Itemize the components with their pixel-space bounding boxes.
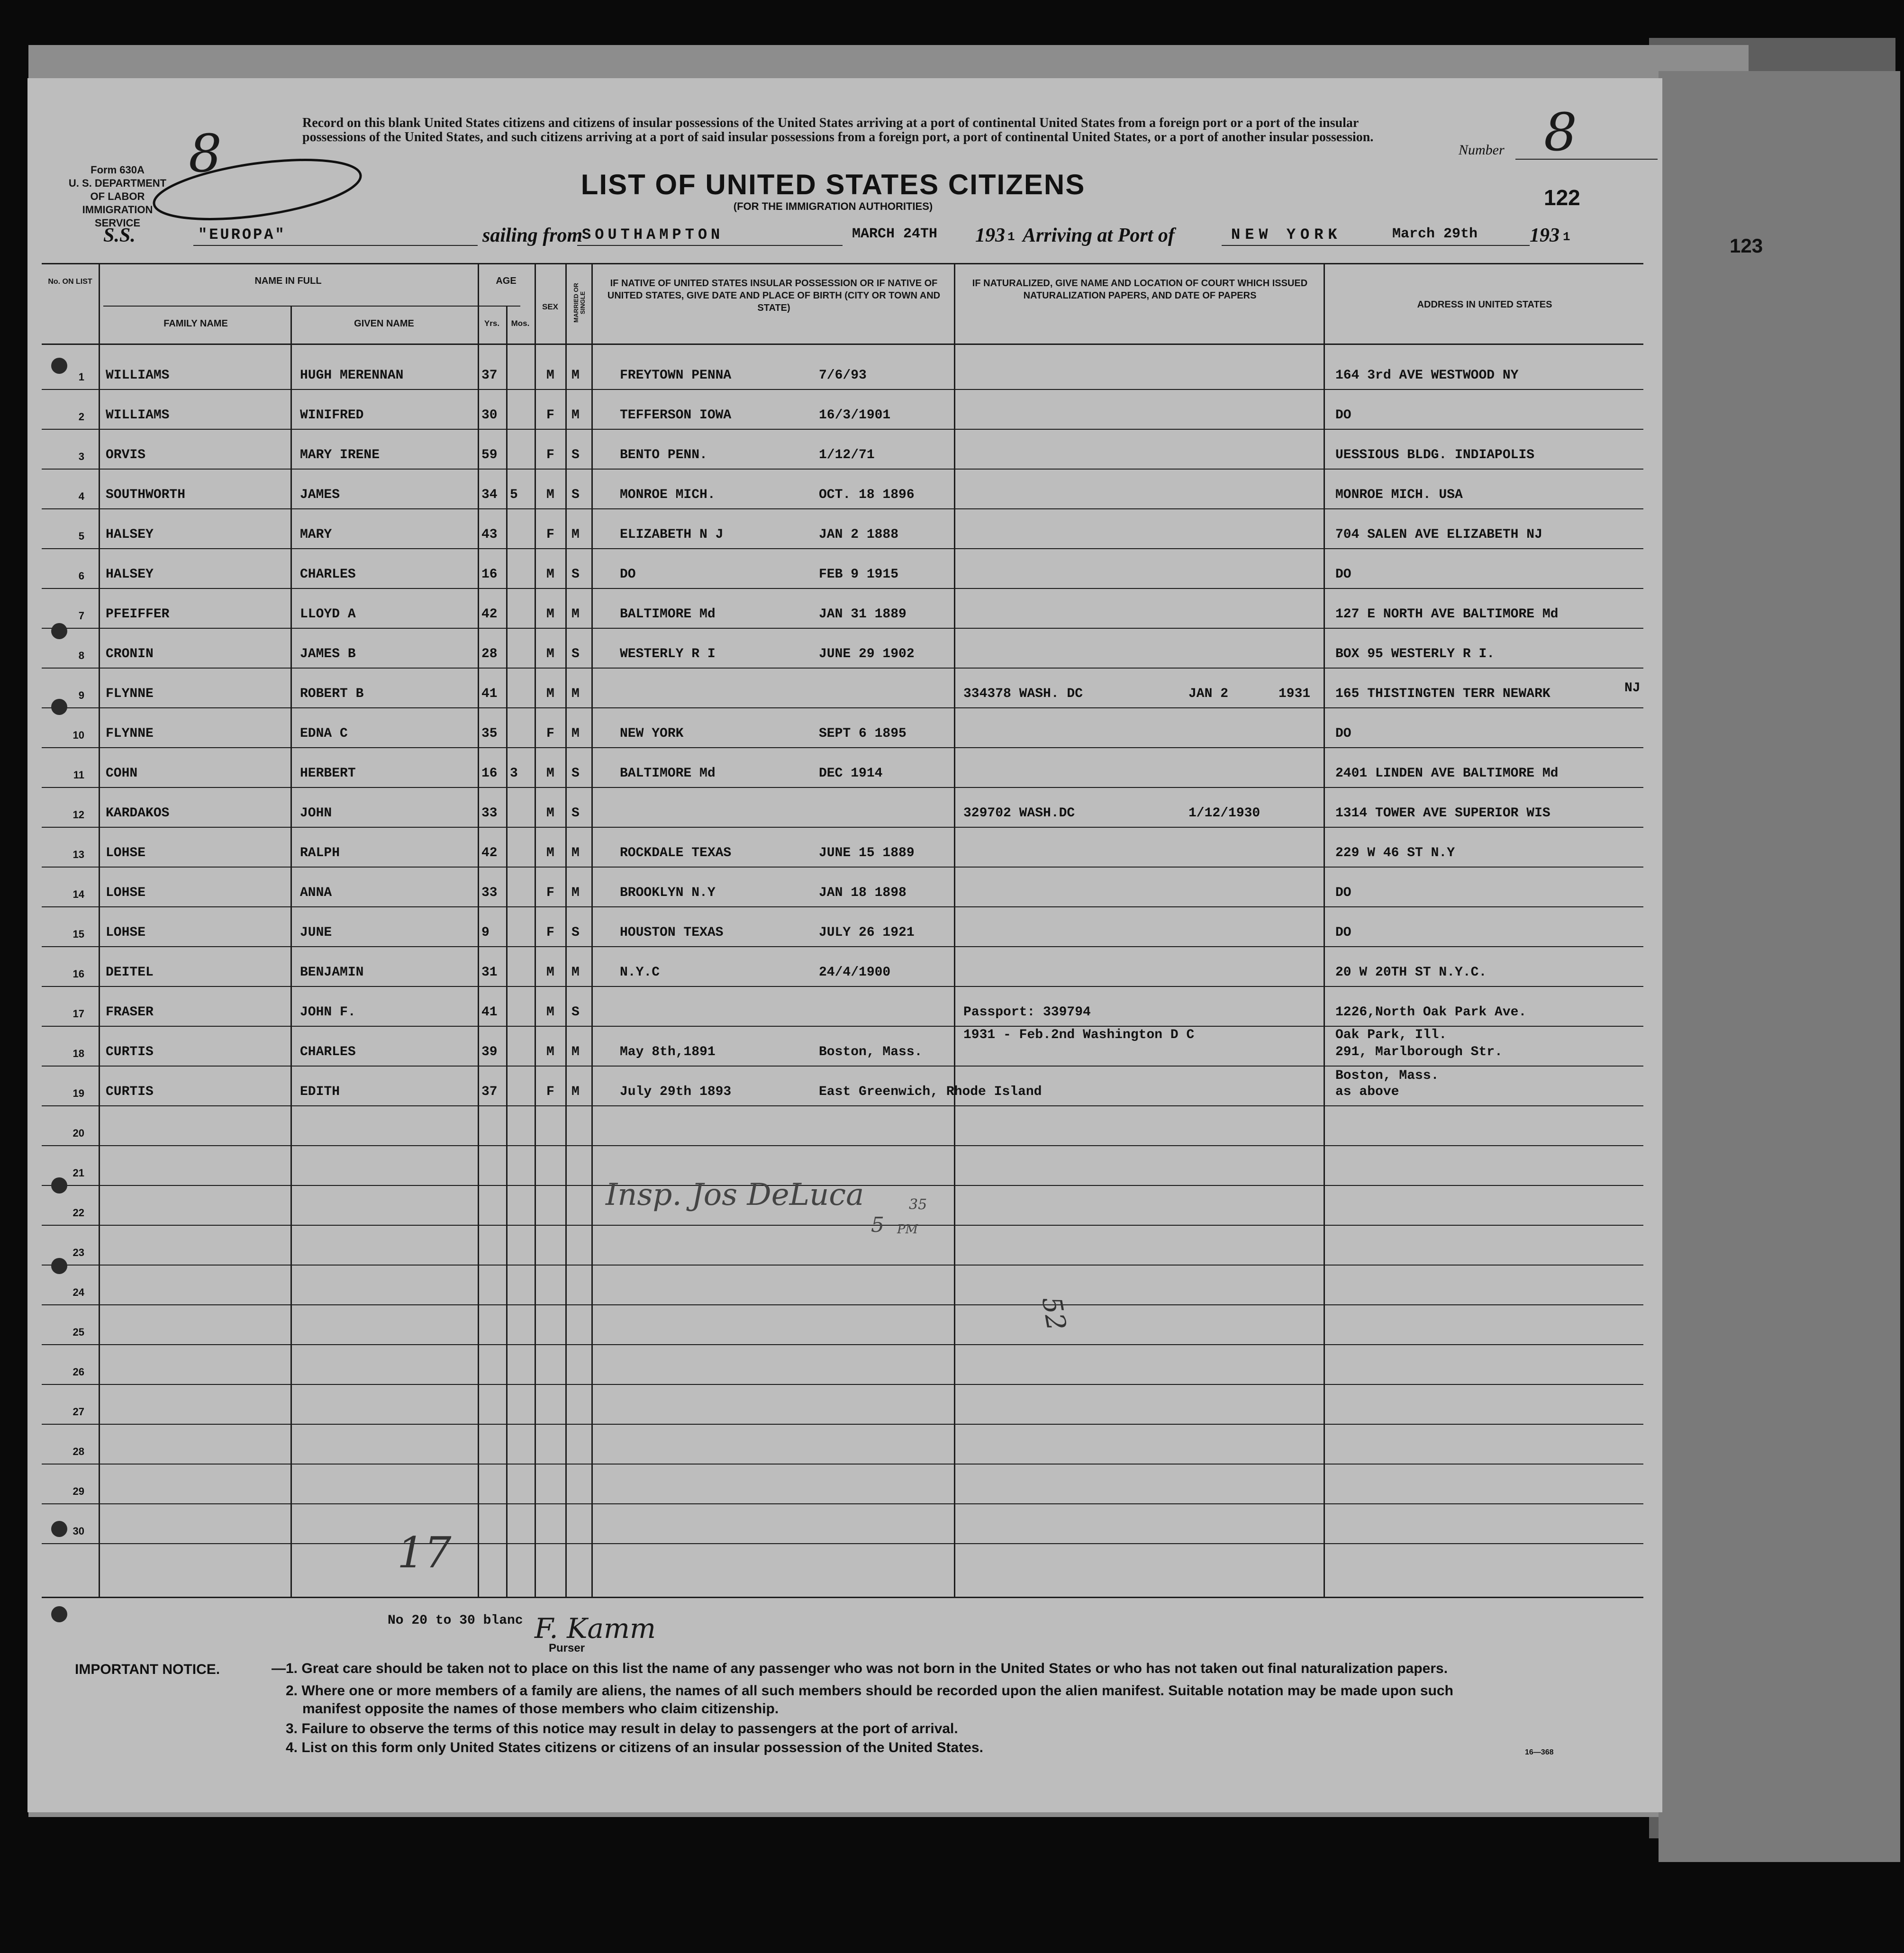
- naturalization-court-cell: 334378 WASH. DC: [963, 687, 1083, 701]
- header-naturalized: IF NATURALIZED, GIVE NAME AND LOCATION OF COURT WHICH ISSUED NATURALIZATION PAPERS, AND DATE OF PAPERS: [972, 278, 1308, 301]
- header-birth: IF NATIVE OF UNITED STATES INSULAR POSSESSION OR IF NATIVE OF UNITED STATES, GIVE DATE AND PLACE OF BIRTH (CITY OR TOWN AND STATE): [607, 278, 941, 313]
- tick-mark: 17: [397, 1528, 452, 1578]
- naturalization-date-cell: JAN 2: [1188, 687, 1229, 701]
- sex-cell: M: [546, 766, 554, 781]
- row-divider: [42, 1225, 1643, 1226]
- row-divider: [42, 1026, 1643, 1027]
- given-name-cell: RALPH: [300, 846, 340, 860]
- port-from: SOUTHAMPTON: [582, 226, 724, 244]
- notice-item-3: 3. Failure to observe the terms of this notice may result in delay to passengers at the port of arrival.: [286, 1721, 958, 1736]
- row-number: 12: [73, 809, 84, 821]
- age-months-cell: 3: [510, 766, 518, 781]
- family-name-cell: HALSEY: [106, 527, 154, 542]
- age-years-cell: 9: [481, 925, 490, 940]
- given-name-cell: CHARLES: [300, 567, 356, 582]
- row-number: 10: [73, 729, 84, 741]
- record-instructions: Record on this blank United States citizens and citizens of insular possessions of the United States arriving at a port of continental United States from a foreign port or a port of the insular possessions of the United States, and such citizens arriving at a port of said insular possessions from a foreign port, a port of continental United States, or a port of another insular possession.: [302, 116, 1374, 145]
- header-sex: SEX: [542, 302, 559, 311]
- sex-cell: M: [546, 607, 554, 622]
- address-cell: 164 3rd AVE WESTWOOD NY: [1335, 368, 1519, 383]
- sailing-from-label: sailing from: [482, 225, 583, 246]
- age-years-cell: 59: [481, 448, 498, 462]
- age-years-cell: 35: [481, 726, 498, 741]
- birth-place-cell: NEW YORK: [620, 726, 684, 741]
- address-note-cell: NJ: [1624, 681, 1641, 696]
- row-divider: [42, 628, 1643, 629]
- given-name-cell: HERBERT: [300, 766, 356, 781]
- row-number: 26: [73, 1366, 84, 1378]
- department-label: U. S. DEPARTMENT OF LABOR: [68, 177, 167, 202]
- given-name-cell: JUNE: [300, 925, 332, 940]
- address-cell: DO: [1335, 886, 1351, 900]
- family-name-cell: LOHSE: [106, 925, 146, 940]
- punch-hole: [51, 699, 67, 715]
- address-cell: DO: [1335, 567, 1351, 582]
- row-number: 29: [73, 1485, 84, 1497]
- birth-date-cell: JAN 18 1898: [819, 886, 907, 900]
- marital-status-cell: M: [571, 1085, 580, 1099]
- header-yrs: Yrs.: [484, 319, 500, 328]
- age-years-cell: 34: [481, 488, 498, 502]
- sex-cell: M: [546, 846, 554, 860]
- age-years-cell: 31: [481, 965, 498, 980]
- family-name-cell: CRONIN: [106, 647, 154, 661]
- birth-place-cell: July 29th 1893: [620, 1085, 732, 1099]
- stamp-number: 52: [1035, 1294, 1072, 1333]
- row-divider: [42, 508, 1643, 509]
- blanc-note: No 20 to 30 blanc: [388, 1613, 523, 1628]
- marital-status-cell: S: [571, 488, 580, 502]
- row-number: 1: [78, 371, 84, 383]
- row-divider: [42, 548, 1643, 549]
- row-number: 8: [78, 650, 84, 661]
- family-name-cell: LOHSE: [106, 846, 146, 860]
- sex-cell: M: [546, 687, 554, 701]
- birth-date-cell: FEB 9 1915: [819, 567, 899, 582]
- naturalization-year-cell: 1931: [1278, 687, 1311, 701]
- row-divider: [42, 1424, 1643, 1425]
- family-name-cell: DEITEL: [106, 965, 154, 980]
- row-number: 4: [78, 490, 84, 502]
- birth-date-cell: 16/3/1901: [819, 408, 891, 423]
- col-divider-birth: [954, 263, 955, 1597]
- header-age: AGE: [496, 276, 517, 286]
- family-name-cell: SOUTHWORTH: [106, 488, 186, 502]
- ship-name: "EUROPA": [198, 226, 286, 244]
- family-name-cell: LOHSE: [106, 886, 146, 900]
- given-name-cell: CHARLES: [300, 1045, 356, 1059]
- notice-heading: IMPORTANT NOTICE.: [75, 1662, 220, 1677]
- name-age-subheader-line: [103, 306, 520, 307]
- given-name-cell: LLOYD A: [300, 607, 356, 622]
- row-number: 21: [73, 1167, 84, 1179]
- row-divider: [42, 707, 1643, 708]
- manifest-sheet: [27, 78, 1662, 1812]
- punch-hole: [51, 1521, 67, 1537]
- marital-status-cell: M: [571, 527, 580, 542]
- birth-date-cell: SEPT 6 1895: [819, 726, 907, 741]
- row-divider: [42, 906, 1643, 907]
- next-page-edge: [1659, 71, 1900, 1862]
- marital-status-cell: M: [571, 1045, 580, 1059]
- row-divider: [42, 946, 1643, 947]
- marital-status-cell: M: [571, 886, 580, 900]
- marital-status-cell: S: [571, 448, 580, 462]
- marital-status-cell: S: [571, 806, 580, 821]
- punch-hole: [51, 358, 67, 374]
- row-number: 14: [73, 888, 84, 900]
- inspection-time-minutes: 35: [909, 1196, 927, 1213]
- given-name-cell: ROBERT B: [300, 687, 364, 701]
- form-id: Form 630A: [91, 164, 145, 176]
- address-cell: DO: [1335, 726, 1351, 741]
- number-value: 8: [1544, 102, 1577, 163]
- address-cell: 291, Marlborough Str.: [1335, 1045, 1503, 1059]
- row-divider: [42, 389, 1643, 390]
- arriving-label: Arriving at Port of: [1023, 225, 1175, 246]
- given-name-cell: WINIFRED: [300, 408, 364, 423]
- age-years-cell: 30: [481, 408, 498, 423]
- family-name-cell: WILLIAMS: [106, 408, 170, 423]
- punch-hole: [51, 1177, 67, 1194]
- birth-date-cell: JULY 26 1921: [819, 925, 915, 940]
- family-name-cell: WILLIAMS: [106, 368, 170, 383]
- age-years-cell: 42: [481, 846, 498, 860]
- row-number: 23: [73, 1247, 84, 1258]
- age-years-cell: 33: [481, 886, 498, 900]
- birth-date-cell: JUNE 29 1902: [819, 647, 915, 661]
- naturalization-line2-cell: 1931 - Feb.2nd Washington D C: [963, 1028, 1195, 1042]
- marital-status-cell: M: [571, 687, 580, 701]
- header-married-single: MARRIED OR SINGLE: [572, 283, 586, 323]
- punch-hole: [51, 623, 67, 639]
- birth-place-cell: TEFFERSON IOWA: [620, 408, 732, 423]
- purser-signature: F. Kamm: [535, 1612, 656, 1645]
- row-divider: [42, 1464, 1643, 1465]
- given-name-cell: BENJAMIN: [300, 965, 364, 980]
- row-number: 17: [73, 1008, 84, 1020]
- sex-cell: F: [546, 886, 554, 900]
- col-divider-yrs: [506, 306, 508, 1597]
- table-bottom-border: [42, 1597, 1643, 1598]
- birth-date-cell: OCT. 18 1896: [819, 488, 915, 502]
- port-to: NEW YORK: [1231, 226, 1342, 244]
- family-name-cell: CURTIS: [106, 1085, 154, 1099]
- col-divider-given: [478, 263, 479, 1597]
- ss-label: S.S.: [103, 225, 136, 246]
- address-line0-cell: Boston, Mass.: [1335, 1068, 1439, 1083]
- date-from: MARCH 24TH: [852, 226, 938, 242]
- col-divider-sex: [565, 263, 567, 1597]
- row-divider: [42, 747, 1643, 748]
- row-divider: [42, 1105, 1643, 1106]
- sex-cell: F: [546, 448, 554, 462]
- col-divider-family: [290, 306, 292, 1597]
- birth-place-cell: ELIZABETH N J: [620, 527, 724, 542]
- row-number: 22: [73, 1207, 84, 1219]
- birth-date-cell: 1/12/71: [819, 448, 875, 462]
- address-cell: MONROE MICH. USA: [1335, 488, 1463, 502]
- header-name-in-full: NAME IN FULL: [254, 276, 322, 286]
- sex-cell: F: [546, 726, 554, 741]
- row-divider: [42, 1543, 1643, 1544]
- notice-item-2: 2. Where one or more members of a family are aliens, the names of all such members should be recorded upon the alien manifest. Suitable notation may be made upon such: [286, 1683, 1453, 1699]
- birth-place-cell: N.Y.C: [620, 965, 660, 980]
- row-number: 16: [73, 968, 84, 980]
- service-label: IMMIGRATION SERVICE: [82, 204, 153, 229]
- naturalization-court-cell: Passport: 339794: [963, 1005, 1091, 1020]
- marital-status-cell: M: [571, 408, 580, 423]
- row-number: 24: [73, 1286, 84, 1298]
- row-divider: [42, 1145, 1643, 1146]
- row-number: 15: [73, 928, 84, 940]
- given-name-cell: JAMES: [300, 488, 340, 502]
- address-cell: 20 W 20TH ST N.Y.C.: [1335, 965, 1487, 980]
- sex-cell: F: [546, 1085, 554, 1099]
- row-divider: [42, 469, 1643, 470]
- col-divider-ms: [591, 263, 593, 1597]
- year-from-prefix: 193: [975, 225, 1005, 246]
- date-to: March 29th: [1392, 226, 1478, 242]
- age-years-cell: 33: [481, 806, 498, 821]
- age-years-cell: 37: [481, 1085, 498, 1099]
- sex-cell: M: [546, 965, 554, 980]
- page-title: LIST OF UNITED STATES CITIZENS: [580, 169, 1086, 200]
- family-name-cell: FLYNNE: [106, 726, 154, 741]
- address-cell: 1226,North Oak Park Ave.: [1335, 1005, 1527, 1020]
- row-divider: [42, 429, 1643, 430]
- birth-place-cell: May 8th,1891: [620, 1045, 716, 1059]
- header-family-name: FAMILY NAME: [163, 318, 228, 329]
- given-name-cell: JAMES B: [300, 647, 356, 661]
- header-no-on-list: No. ON LIST: [48, 278, 92, 286]
- punch-hole: [51, 1258, 67, 1274]
- row-number: 19: [73, 1087, 84, 1099]
- given-name-cell: JOHN: [300, 806, 332, 821]
- birth-date-cell: East Greenwich, Rhode Island: [819, 1085, 1042, 1099]
- family-name-cell: COHN: [106, 766, 138, 781]
- birth-place-cell: ROCKDALE TEXAS: [620, 846, 732, 860]
- row-divider: [42, 1304, 1643, 1305]
- birth-place-cell: BALTIMORE Md: [620, 766, 716, 781]
- family-name-cell: PFEIFFER: [106, 607, 170, 622]
- header-address: ADDRESS IN UNITED STATES: [1417, 299, 1552, 310]
- manifest-table: [27, 78, 1662, 1812]
- address-cell: 165 THISTINGTEN TERR NEWARK: [1335, 687, 1550, 701]
- family-name-cell: ORVIS: [106, 448, 146, 462]
- birth-place-cell: HOUSTON TEXAS: [620, 925, 724, 940]
- given-name-cell: EDITH: [300, 1085, 340, 1099]
- birth-date-cell: 7/6/93: [819, 368, 867, 383]
- row-number: 13: [73, 849, 84, 860]
- row-divider: [42, 1066, 1643, 1067]
- address-cell: 1314 TOWER AVE SUPERIOR WIS: [1335, 806, 1550, 821]
- col-divider-mos: [535, 263, 536, 1597]
- form-print-code: 16—368: [1525, 1748, 1554, 1756]
- punch-hole: [51, 1606, 67, 1622]
- age-months-cell: 5: [510, 488, 518, 502]
- row-divider: [42, 986, 1643, 987]
- marital-status-cell: S: [571, 925, 580, 940]
- family-name-cell: FRASER: [106, 1005, 154, 1020]
- inspection-time-suffix: PM: [897, 1222, 918, 1237]
- sex-cell: F: [546, 408, 554, 423]
- birth-date-cell: JAN 31 1889: [819, 607, 907, 622]
- notice-item-1: —1. Great care should be taken not to place on this list the name of any passenger who was not born in the United States or who has not taken out final naturalization papers.: [272, 1661, 1448, 1676]
- next-page-number: 123: [1730, 235, 1763, 257]
- birth-place-cell: BALTIMORE Md: [620, 607, 716, 622]
- marital-status-cell: M: [571, 607, 580, 622]
- row-number: 20: [73, 1127, 84, 1139]
- sex-cell: M: [546, 1045, 554, 1059]
- row-divider: [42, 1265, 1643, 1266]
- year-to-suffix: 1: [1563, 230, 1570, 244]
- given-name-cell: JOHN F.: [300, 1005, 356, 1020]
- table-header-bottom: [42, 344, 1643, 345]
- row-divider: [42, 827, 1643, 828]
- sex-cell: F: [546, 527, 554, 542]
- address-line2-cell: Oak Park, Ill.: [1335, 1028, 1447, 1042]
- year-from-suffix: 1: [1007, 230, 1015, 244]
- age-years-cell: 39: [481, 1045, 498, 1059]
- family-name-cell: KARDAKOS: [106, 806, 170, 821]
- given-name-cell: MARY IRENE: [300, 448, 380, 462]
- sex-cell: M: [546, 806, 554, 821]
- row-number: 27: [73, 1406, 84, 1418]
- marital-status-cell: M: [571, 726, 580, 741]
- row-number: 3: [78, 451, 84, 462]
- row-number: 2: [78, 411, 84, 423]
- birth-place-cell: DO: [620, 567, 636, 582]
- birth-place-cell: FREYTOWN PENNA: [620, 368, 732, 383]
- birth-date-cell: Boston, Mass.: [819, 1045, 923, 1059]
- header-given-name: GIVEN NAME: [354, 318, 414, 329]
- sex-cell: M: [546, 368, 554, 383]
- marital-status-cell: M: [571, 368, 580, 383]
- number-label: Number: [1459, 142, 1505, 158]
- page-subtitle: (FOR THE IMMIGRATION AUTHORITIES): [733, 200, 933, 212]
- age-years-cell: 37: [481, 368, 498, 383]
- row-number: 18: [73, 1048, 84, 1059]
- address-cell: as above: [1335, 1085, 1399, 1099]
- sex-cell: F: [546, 925, 554, 940]
- row-number: 7: [78, 610, 84, 622]
- col-divider-naturalized: [1324, 263, 1325, 1597]
- col-divider-no: [99, 263, 100, 1597]
- age-years-cell: 16: [481, 766, 498, 781]
- address-cell: 127 E NORTH AVE BALTIMORE Md: [1335, 607, 1559, 622]
- family-name-cell: CURTIS: [106, 1045, 154, 1059]
- naturalization-court-cell: 329702 WASH.DC: [963, 806, 1075, 821]
- sex-cell: M: [546, 488, 554, 502]
- age-years-cell: 28: [481, 647, 498, 661]
- row-number: 28: [73, 1446, 84, 1457]
- sex-cell: M: [546, 647, 554, 661]
- address-cell: 229 W 46 ST N.Y: [1335, 846, 1455, 860]
- family-name-cell: FLYNNE: [106, 687, 154, 701]
- address-cell: UESSIOUS BLDG. INDIAPOLIS: [1335, 448, 1535, 462]
- purser-label: Purser: [549, 1642, 585, 1655]
- marital-status-cell: S: [571, 647, 580, 661]
- marital-status-cell: S: [571, 567, 580, 582]
- age-years-cell: 42: [481, 607, 498, 622]
- row-number: 9: [78, 689, 84, 701]
- row-number: 30: [73, 1525, 84, 1537]
- inspection-time-hour: 5: [871, 1213, 884, 1237]
- birth-date-cell: DEC 1914: [819, 766, 883, 781]
- age-years-cell: 16: [481, 567, 498, 582]
- marital-status-cell: S: [571, 1005, 580, 1020]
- notice-item-2-cont: manifest opposite the names of those members who claim citizenship.: [302, 1701, 779, 1717]
- address-cell: BOX 95 WESTERLY R I.: [1335, 647, 1495, 661]
- birth-date-cell: JAN 2 1888: [819, 527, 899, 542]
- row-divider: [42, 588, 1643, 589]
- notice-item-4: 4. List on this form only United States citizens or citizens of an insular possession of the United States.: [286, 1740, 983, 1755]
- marital-status-cell: M: [571, 965, 580, 980]
- birth-date-cell: 24/4/1900: [819, 965, 891, 980]
- naturalization-date-cell: 1/12/1930: [1188, 806, 1260, 821]
- family-name-cell: HALSEY: [106, 567, 154, 582]
- address-cell: 704 SALEN AVE ELIZABETH NJ: [1335, 527, 1542, 542]
- given-name-cell: EDNA C: [300, 726, 348, 741]
- sex-cell: M: [546, 1005, 554, 1020]
- header-mos: Mos.: [511, 319, 530, 328]
- birth-place-cell: WESTERLY R I: [620, 647, 716, 661]
- birth-place-cell: BROOKLYN N.Y: [620, 886, 716, 900]
- year-to-prefix: 193: [1530, 225, 1559, 246]
- address-cell: DO: [1335, 408, 1351, 423]
- row-number: 25: [73, 1326, 84, 1338]
- given-name-cell: MARY: [300, 527, 332, 542]
- row-number: 11: [73, 769, 84, 781]
- page-number: 122: [1544, 185, 1580, 210]
- given-name-cell: ANNA: [300, 886, 332, 900]
- inspector-signature: Insp. Jos DeLuca: [606, 1177, 864, 1212]
- row-divider: [42, 1384, 1643, 1385]
- address-cell: 2401 LINDEN AVE BALTIMORE Md: [1335, 766, 1559, 781]
- row-number: 6: [78, 570, 84, 582]
- age-years-cell: 41: [481, 687, 498, 701]
- row-divider: [42, 787, 1643, 788]
- birth-place-cell: MONROE MICH.: [620, 488, 716, 502]
- handwritten-form-number: 8: [189, 123, 222, 184]
- row-divider: [42, 668, 1643, 669]
- row-number: 5: [78, 530, 84, 542]
- given-name-cell: HUGH MERENNAN: [300, 368, 404, 383]
- row-divider: [42, 1344, 1643, 1345]
- row-divider: [42, 1503, 1643, 1504]
- age-years-cell: 43: [481, 527, 498, 542]
- birth-date-cell: JUNE 15 1889: [819, 846, 915, 860]
- row-divider: [42, 867, 1643, 868]
- marital-status-cell: S: [571, 766, 580, 781]
- age-years-cell: 41: [481, 1005, 498, 1020]
- address-cell: DO: [1335, 925, 1351, 940]
- table-top-border: [42, 263, 1643, 264]
- sex-cell: M: [546, 567, 554, 582]
- birth-place-cell: BENTO PENN.: [620, 448, 707, 462]
- marital-status-cell: M: [571, 846, 580, 860]
